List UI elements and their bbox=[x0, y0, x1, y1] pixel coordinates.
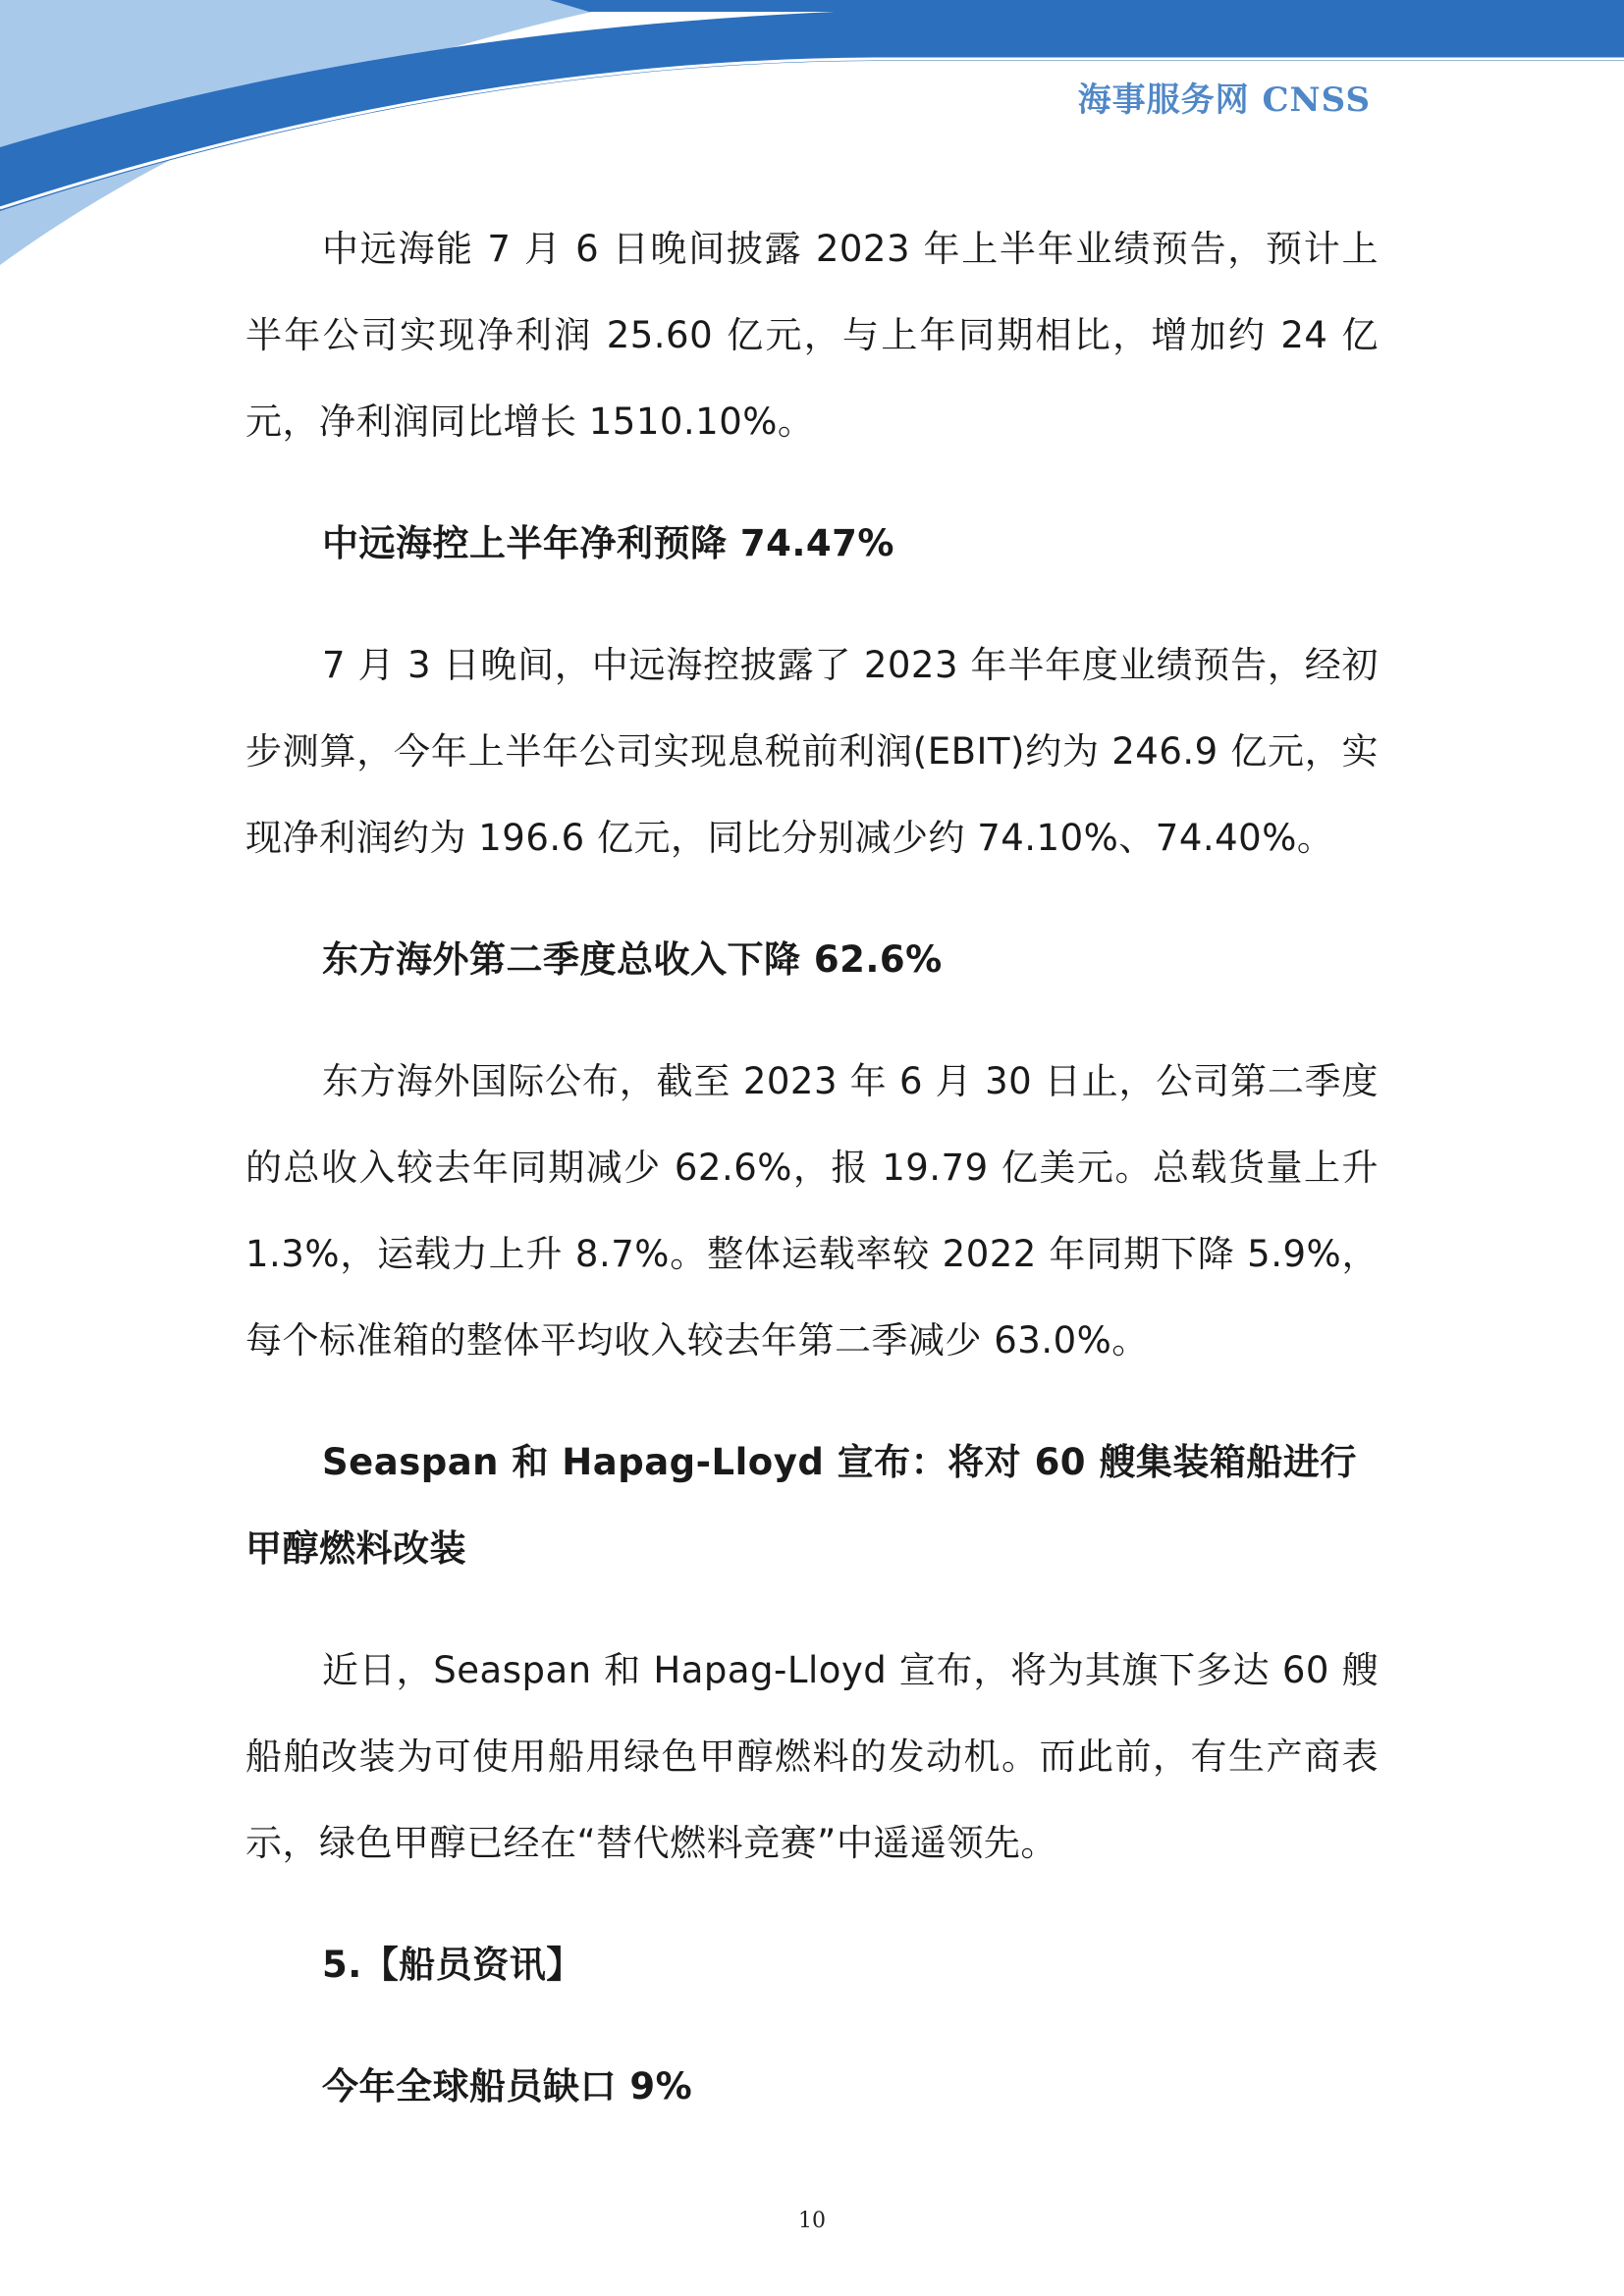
brand-logo-text: 海事服务网 CNSS bbox=[1077, 80, 1371, 120]
heading-cosco-holdings: 中远海控上半年净利预降 74.47% bbox=[322, 522, 894, 564]
section-heading-crew-news: 5.【船员资讯】 bbox=[322, 1944, 583, 1986]
heading-crew-shortage: 今年全球船员缺口 9% bbox=[322, 2065, 693, 2108]
page-number: 10 bbox=[798, 2209, 826, 2233]
paragraph-cosco-energy: 中远海能 7 月 6 日晚间披露 2023 年上半年业绩预告，预计上半年公司实现净利润 25.60 亿元，与上年同期相比，增加约 24 亿元，净利润同比增长 1510.10%。 bbox=[245, 228, 1379, 443]
heading-oocl: 东方海外第二季度总收入下降 62.6% bbox=[322, 938, 943, 981]
paragraph-cosco-holdings: 7 月 3 日晚间，中远海控披露了 2023 年半年度业绩预告，经初步测算，今年上半年公司实现息税前利润(EBIT)约为 246.9 亿元，实现净利润约为 196.6 亿元，同比分别减少约 74.10%、74.40%。 bbox=[245, 644, 1379, 859]
paragraph-seaspan-hapag: 近日，Seaspan 和 Hapag-Lloyd 宣布，将为其旗下多达 60 艘船舶改装为可使用船用绿色甲醇燃料的发动机。而此前，有生产商表示，绿色甲醇已经在“替代燃料竞赛”中遥遥领先。 bbox=[245, 1649, 1379, 1864]
article-body bbox=[245, 206, 1379, 2165]
paragraph-oocl: 东方海外国际公布，截至 2023 年 6 月 30 日止，公司第二季度的总收入较去年同期减少 62.6%，报 19.79 亿美元。总载货量上升 1.3%，运载力上升 8.7%。整体运载率较 2022 年同期下降 5.9%，每个标准箱的整体平均收入较去年第二季减少 63.0%。 bbox=[245, 1060, 1379, 1362]
heading-seaspan-hapag: Seaspan 和 Hapag-Lloyd 宣布：将对 60 艘集装箱船进行甲醇燃料改装 bbox=[245, 1441, 1357, 1570]
